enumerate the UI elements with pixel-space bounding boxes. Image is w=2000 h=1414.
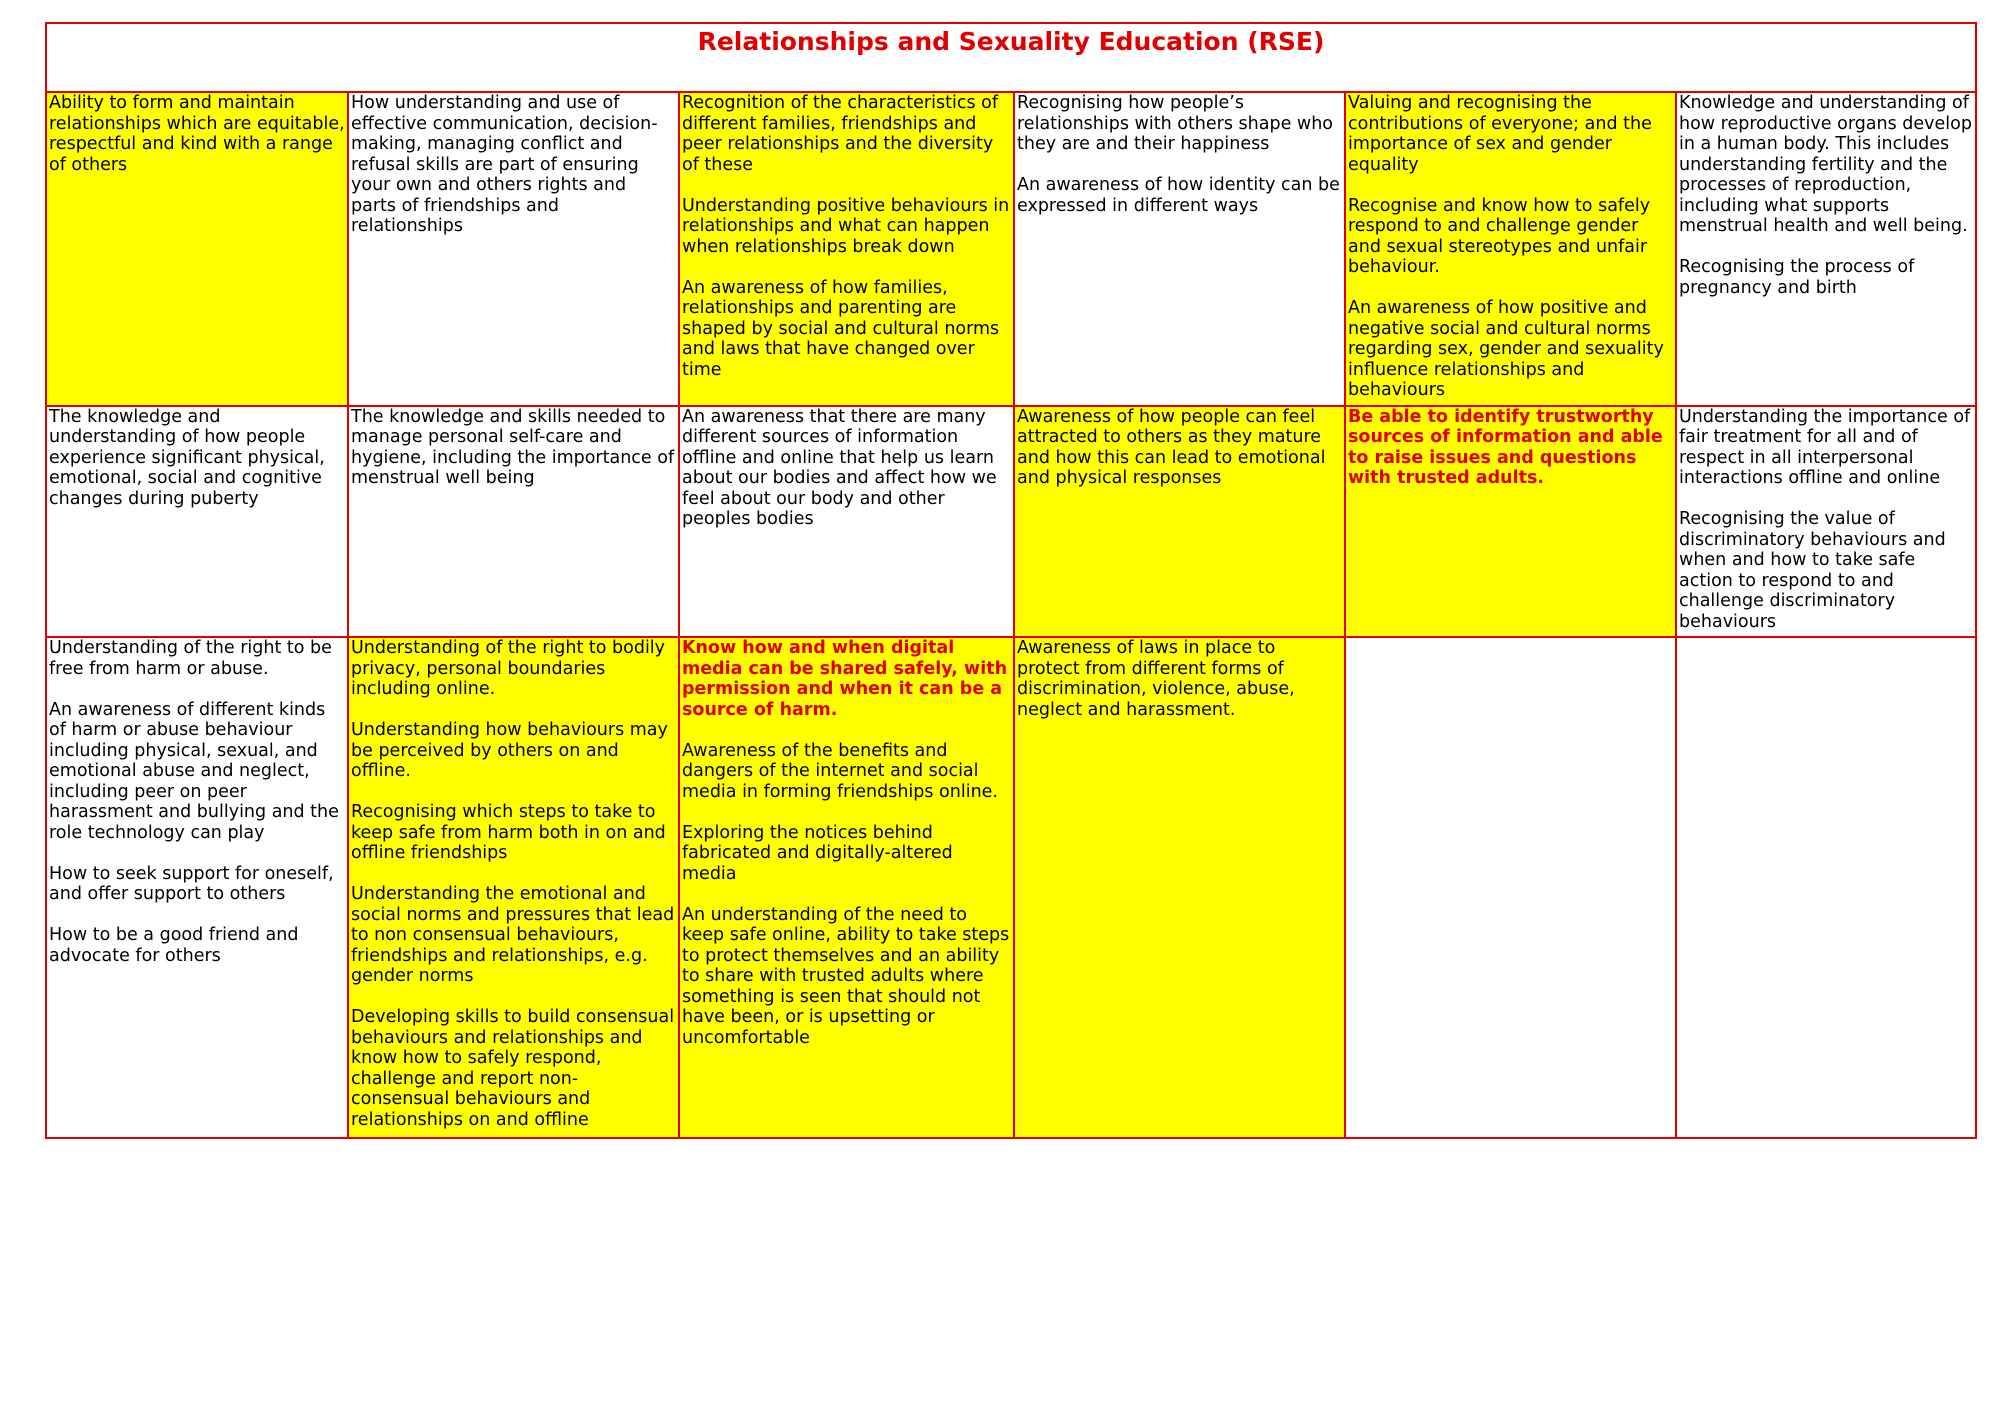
cell-paragraph: How to be a good friend and advocate for others [49, 925, 299, 966]
cell-paragraph: Understanding of the right to bodily privacy, personal boundaries including online. [351, 638, 666, 699]
cell-paragraph: Valuing and recognising the contributions of everyone; and the importance of sex and gender equality [1348, 93, 1652, 175]
cell-paragraph: Understanding positive behaviours in relationships and what can happen when relationships break down [682, 195, 1010, 257]
cell-paragraph: Understanding the emotional and social norms and pressures that lead to non consensual behaviours, friendships and relationships, e.g. gender norms [351, 884, 675, 986]
cell-paragraph: Developing skills to build consensual behaviours and relationships and know how to safely respond, challenge and report non-consensual behaviours and relationships on and offline [351, 1007, 675, 1130]
cell-paragraph: An understanding of the need to keep safe online, ability to take steps to protect themselves and an ability to share with trusted adults where something is seen that should not have been, or is upsetting or uncomfortable [682, 904, 1010, 1048]
cell-paragraph: Recognising the value of discriminatory behaviours and when and how to take safe action to respond to and challenge discriminatory behaviours [1679, 509, 1946, 632]
cell-paragraph: Awareness of laws in place to protect from different forms of discrimination, violence, abuse, neglect and harassment. [1017, 638, 1295, 720]
cell-paragraph: Awareness of how people can feel attracted to others as they mature and how this can lead to emotional and physical responses [1017, 406, 1326, 488]
cell-paragraph: The knowledge and understanding of how people experience significant physical, emotional, social and cognitive changes during puberty [49, 406, 325, 509]
table-cell [46, 637, 348, 1138]
table-cell [1014, 637, 1345, 1138]
table-cell [348, 92, 679, 406]
table-cell [679, 637, 1014, 1138]
cell-paragraph: Understanding of the right to be free from harm or abuse. [49, 638, 332, 679]
cell-paragraph: An awareness of different kinds of harm or abuse behaviour including physical, sexual, and emotional abuse and neglect, including peer on peer harassment and bullying and the role technology can play [49, 699, 339, 843]
table-cell [1345, 637, 1676, 1138]
cell-paragraph: Understanding the importance of fair treatment for all and of respect in all interpersonal interactions offline and online [1679, 406, 1971, 488]
title-cell [46, 23, 1976, 92]
table-cell [46, 406, 348, 638]
table-row [46, 92, 1976, 406]
cell-paragraph: Ability to form and maintain relationships which are equitable, respectful and kind with a range of others [49, 93, 345, 175]
table-cell [679, 92, 1014, 406]
table-body [46, 23, 1976, 1138]
table-cell [1014, 92, 1345, 406]
table-cell [348, 637, 679, 1138]
table-cell [1676, 92, 1976, 406]
table-cell [46, 92, 348, 406]
table-cell [1014, 406, 1345, 638]
table-cell [1676, 406, 1976, 638]
cell-paragraph: An awareness that there are many different sources of information offline and online that help us learn about our bodies and affect how we feel about our body and other peoples bodies [682, 406, 997, 529]
cell-paragraph: Awareness of the benefits and dangers of the internet and social media in forming friendships online. [682, 740, 998, 802]
cell-paragraph: How to seek support for oneself, and offer support to others [49, 863, 334, 904]
table-cell [1345, 92, 1676, 406]
cell-paragraph: An awareness of how identity can be expressed in different ways [1017, 175, 1340, 216]
cell-paragraph: Exploring the notices behind fabricated and digitally-altered media [682, 822, 953, 884]
cell-paragraph: Know how and when digital media can be shared safely, with permission and when it can be a source of harm. [682, 638, 1008, 720]
title-row [46, 23, 1976, 92]
cell-paragraph: The knowledge and skills needed to manage personal self-care and hygiene, including the importance of menstrual well being [351, 406, 675, 488]
cell-paragraph: Recognising the process of pregnancy and birth [1679, 257, 1915, 298]
cell-paragraph: Knowledge and understanding of how reproductive organs develop in a human body. This includes understanding fertility and the processes of reproduction, including what supports menstrual health and well being. [1679, 93, 1972, 236]
table-cell [1676, 637, 1976, 1138]
cell-paragraph: Be able to identify trustworthy sources of information and able to raise issues and questions with trusted adults. [1348, 406, 1663, 488]
cell-paragraph: Recognising which steps to take to keep safe from harm both in on and offline friendships [351, 802, 666, 863]
table-cell [348, 406, 679, 638]
cell-paragraph: Understanding how behaviours may be perceived by others on and offline. [351, 720, 668, 781]
cell-paragraph: How understanding and use of effective communication, decision-making, managing conflict and refusal skills are part of ensuring your own and others rights and parts of friendships and relationships [351, 93, 658, 236]
table-cell [679, 406, 1014, 638]
page-title: Relationships and Sexuality Education (RSE) [697, 27, 1325, 56]
cell-paragraph: Recognise and know how to safely respond to and challenge gender and sexual stereotypes and unfair behaviour. [1348, 195, 1651, 277]
rse-curriculum-table [45, 22, 1977, 1139]
cell-paragraph: Recognition of the characteristics of different families, friendships and peer relationships and the diversity of these [682, 93, 998, 175]
cell-paragraph: An awareness of how families, relationships and parenting are shaped by social and cultural norms and laws that have changed over time [682, 277, 1000, 380]
cell-paragraph: An awareness of how positive and negative social and cultural norms regarding sex, gender and sexuality influence relationships and behaviours [1348, 298, 1664, 400]
table-cell [1345, 406, 1676, 638]
cell-paragraph: Recognising how people’s relationships with others shape who they are and their happiness [1017, 93, 1334, 154]
table-row [46, 406, 1976, 638]
table-row [46, 637, 1976, 1138]
